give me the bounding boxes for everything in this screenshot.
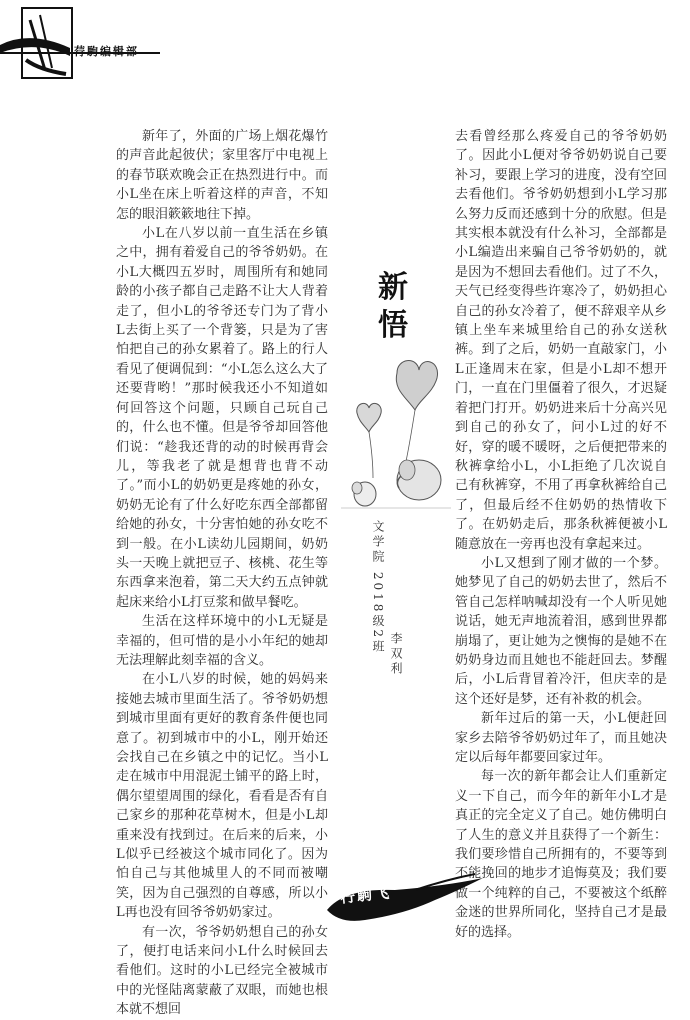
article-paragraph: 小L在八岁以前一直生活在乡镇之中，拥有着爱自己的爷爷奶奶。在小L大概四五岁时，周围所有和她同龄的小孩子都自己走路不让大人背着走了，但小L的爷爷还专门为了背小L去街上买了一个背篓，只是为了害怕把自己的孙女累着了。路上的行人看见了便调侃到：“小L怎么这么大了还要背哟！”那时候我还小不知道如何回答这个问题，只顾自己玩自己的，什么也不懂。但是爷爷却回答他们说：“趁我还背的动的时候再背会儿，等我老了就是想背也背不动了。”而小L的奶奶更是疼她的孙女，奶奶无论有了什么好吃东西全部都留给她的孙女，十分害怕她的孙女吃不到一般。在小L读幼儿园期间，奶奶头一天晚上就把豆子、核桃、花生等东西拿来泡着，第二天大约五点钟就起床来给小L打豆浆和做早餐吃。	[116, 226, 328, 610]
large-heart-balloon	[396, 361, 437, 410]
article-paragraph: 生活在这样环境中的小L无疑是幸福的，但可惜的是小小年纪的她却无法理解此刻幸福的含义。	[116, 614, 328, 668]
article-right-column	[455, 127, 667, 942]
article-paragraph: 有一次，爷爷奶奶想自己的孙女了，便打电话来问小L什么时候回去看他们。这时的小L已经完全被城市中的光怪陆离蒙蔽了双眼，而她也根本就不想回	[116, 924, 328, 1018]
magazine-name: 荇駒编辑部	[74, 45, 139, 58]
article-paragraph: 去看曾经那么疼爱自己的爷爷奶奶了。因此小L便对爷爷奶奶说自己要补习，要跟上学习的进度，没有空回去看他们。爷爷奶奶想到小L学习那么努力反而还感到十分的欣慰。但是其实根本就没有什么补习，全部都是小L编造出来骗自己爷爷奶奶的，就是因为不想回去看他们。过了不久，天气已经变得些许寒冷了，奶奶担心自己的孙女冷着了，便不辞艰辛从乡镇上坐车来城里给自己的孙女送秋裤。到了之后，奶奶一直敲家门，小L正逢周末在家，但是小L却不想开门，一直在门里僵着了很久，才迟疑着把门打开。奶奶进来后十分高兴见到自己的孙女了，问小L过的好不好，穿的暖不暖呀，之后便把带来的秋裤拿给小L，小L拒绝了几次说自己有秋裤穿，不用了再拿秋裤给自己了，但最后经不住奶奶的热情收下了。在奶奶走后，那条秋裤便被小L随意放在一旁再也没有拿起来过。	[455, 129, 667, 552]
author-class: 文学院 2018级2班	[371, 520, 385, 655]
small-heart-balloon	[357, 403, 381, 432]
footer-brand: 荇駒飞	[339, 883, 392, 907]
article-left-column	[116, 127, 328, 1020]
article-paragraph: 在小L八岁的时候，她的妈妈来接她去城市里面生活了。爷爷奶奶想到城市里面有更好的教育条件便也同意了。初到城市中的小L，刚开始还会找自己在乡镇之中的记忆。当小L走在城市中用混泥土铺平的路上时，偶尔望望周围的绿化，看看是否有自己家乡的那种花草树木，但是小L却重来没有找到过。在后来的后来，小L似乎已经被这个城市同化了。因为怕自己与其他城里人的不同而被嘲笑，因为自己强烈的自尊感，所以小L再也没有回爷爷奶奶家过。	[116, 672, 328, 921]
article-paragraph: 每一次的新年都会让人们重新定义一下自己，而今年的新年小L才是真正的完全定义了自己。她仿佛明白了人生的意义并且获得了一个新生：我们要珍惜自己所拥有的，不要等到不能挽回的地步才追悔莫及；我们要做一个纯粹的自己，不要被这个纸醉金迷的世界所同化，坚持自己才是最好的选择。	[455, 769, 667, 940]
article-paragraph: 小L又想到了刚才做的一个梦。她梦见了自己的奶奶去世了，然后不管自己怎样呐喊却没有一个人听见她说话，她无声地流着泪，感到世界都崩塌了，更让她为之懊悔的是她不在奶奶身边而且她也不能赶回去。梦醒后，小L后背冒着冷汗，但庆幸的是这个还好是梦，还有补救的机会。	[455, 555, 667, 707]
elephant-balloon-illustration	[337, 348, 455, 518]
author-name: 李双利	[389, 632, 403, 677]
article-title-char-1: 新	[378, 270, 408, 305]
article-title-char-2: 悟	[378, 308, 408, 343]
article-paragraph: 新年了，外面的广场上烟花爆竹的声音此起彼伏；家里客厅中电视上的春节联欢晚会正在热烈进行中。而小L坐在床上听着这样的声音，不知怎的眼泪簌簌地往下掉。	[116, 129, 328, 222]
article-paragraph: 新年过后的第一天，小L便赶回家乡去陪爷爷奶奶过年了，而且她决定以后每年都要回家过年。	[455, 711, 667, 765]
